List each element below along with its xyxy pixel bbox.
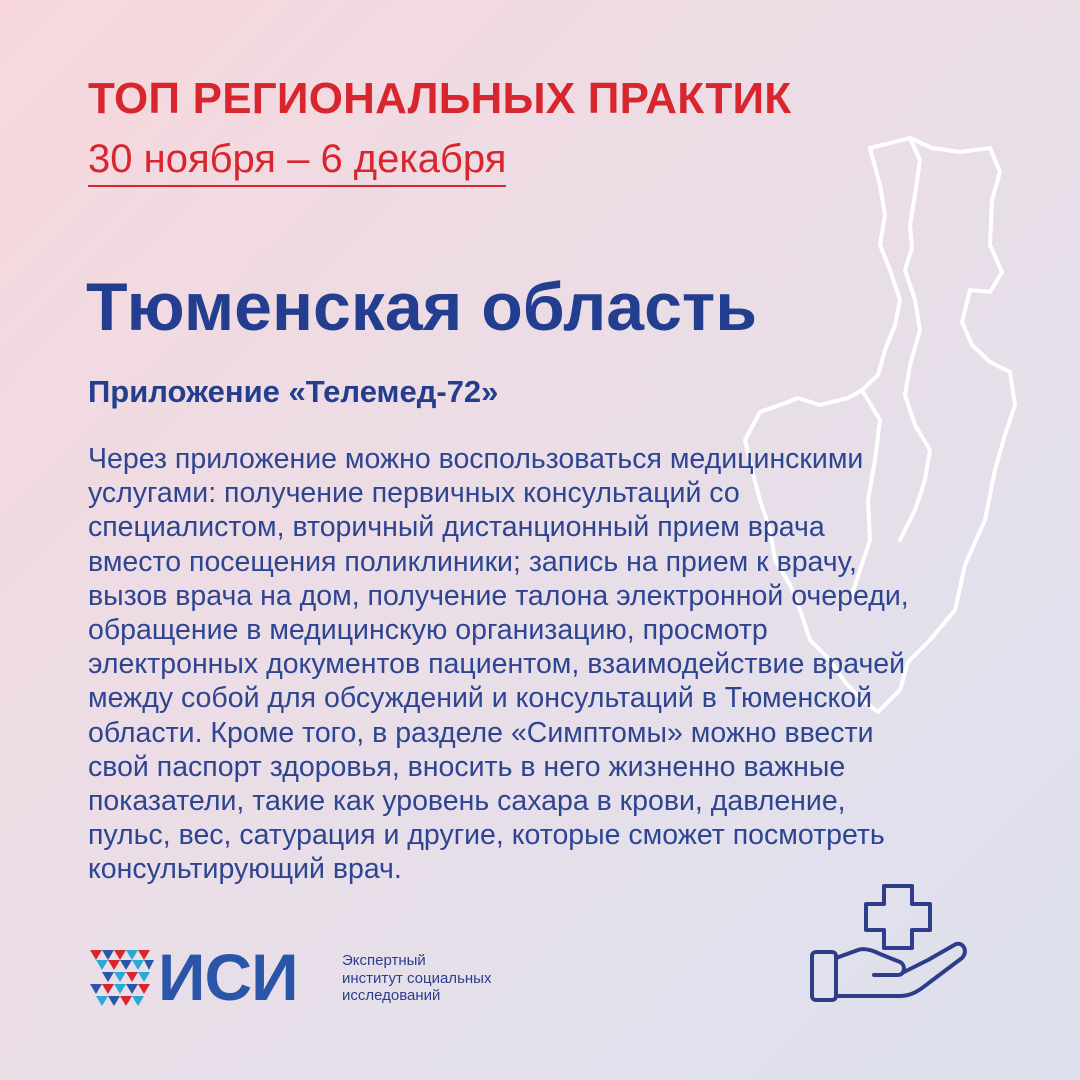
description-line: области. Кроме того, в разделе «Симптомы» можно ввести (88, 716, 874, 749)
description-line: услугами: получение первичных консультаций со (88, 477, 740, 510)
logo-abbreviation: ИСИ (158, 940, 298, 1014)
hand-with-medical-cross-icon (808, 866, 978, 1006)
description-line: вместо посещения поликлиники; запись на прием к врачу, (88, 545, 857, 578)
description-line: Через приложение можно воспользоваться медицинскими (88, 443, 864, 475)
logo-text-line: Экспертный (342, 952, 426, 969)
logo-text-line: институт социальных (342, 969, 492, 987)
description-line: между собой для обсуждений и консультаций в Тюменской (88, 682, 873, 715)
practice-app-name: Приложение «Телемед-72» (88, 374, 499, 409)
description-line: специалистом, вторичный дистанционный прием врача (88, 511, 825, 544)
description-line: обращение в медицинскую организацию, просмотр (88, 614, 768, 647)
logo-text-line: исследований (342, 987, 441, 1004)
logo-triangles-icon (88, 946, 156, 1010)
organization-logo (88, 940, 528, 1014)
practice-description (88, 442, 1048, 887)
date-range: 30 ноября – 6 декабря (88, 137, 506, 187)
description-line: свой паспорт здоровья, вносить в него жизненно важные (88, 750, 846, 783)
description-line: пульс, вес, сатурация и другие, которые сможет посмотреть (88, 819, 885, 852)
logo-full-name (342, 952, 491, 1005)
description-line: консультирующий врач. (88, 853, 402, 886)
region-title: Тюменская область (86, 269, 758, 345)
description-line: электронных документов пациентом, взаимодействие врачей (88, 648, 906, 681)
description-line: вызов врача на дом, получение талона электронной очереди, (88, 579, 909, 612)
description-line: показатели, такие как уровень сахара в крови, давление, (88, 785, 846, 818)
page-heading: ТОП РЕГИОНАЛЬНЫХ ПРАКТИК (88, 74, 792, 123)
